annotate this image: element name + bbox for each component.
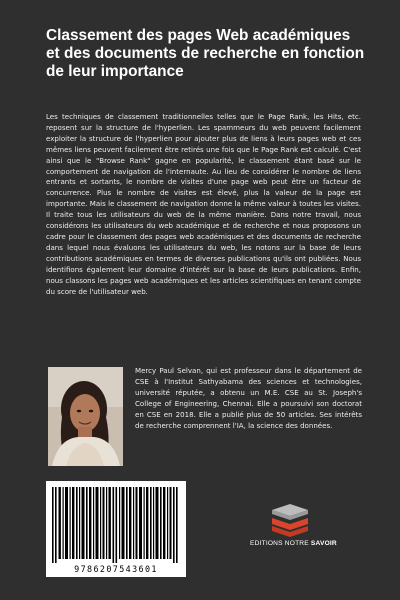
book-title: Classement des pages Web académiques et des documents de recherche en fonction de leur importance [46,27,365,80]
author-portrait-image [48,367,123,466]
isbn-barcode [46,481,186,577]
publisher-logo [250,500,337,560]
author-photo [48,367,123,466]
book-stack-icon [250,500,330,540]
publisher-name: EDITIONS NOTRE SAVOIR [250,540,337,547]
barcode-image [46,481,186,565]
author-bio: Mercy Paul Selvan, qui est professeur dans le département de CSE à l'Institut Sathyabama des sciences et technologies, université réputée, a obtenu un M.E. CSE au St. Joseph's College of Engineering, Chennai. Elle a poursuivi son doctorat en CSE en 2018. Elle a publié plus de 50 articles. Ses intérêts de recherche comprennent l'IA, la science des données. [135,366,362,430]
isbn-number: 9786207543601 [74,564,158,574]
book-abstract: Les techniques de classement traditionnelles telles que le Page Rank, les Hits, etc. reposent sur la structure de l'hyperlien. Les spammeurs du web peuvent facilement exploiter la structure de l'hyperlien pour ajouter plus de liens à leurs pages web et ces mêmes liens peuvent facilement être retirés une fois que le Page Rank est calculé. C'est ainsi que le "Browse Rank" gagne en popularité, le classement étant basé sur le comportement de navigation de l'internaute. Au lieu de considérer le nombre de liens entrants et sortants, le nombre de visites d'une page web peut être un facteur de concurrence. Plus le nombre de visites est élevé, plus la valeur de la page est importante. Mais le classement de navigation donne la même valeur à toutes les visites. Il traite tous les utilisateurs du web de la même manière. Dans notre travail, nous considérons les utilisateurs du web académique et de recherche et nous proposons un cadre pour le classement des pages web académiques et des documents de recherche dans lequel nous évaluons les utilisateurs du web, les notons sur la base de leurs contributions académiques en termes de diverses publications qu'ils ont publiées. Nous identifions également leur domaine d'intérêt sur la base de leurs publications. Enfin, nous classons les pages web académiques et les articles scientifiques en tenant compte du score de l'utilisateur web. [46,112,361,296]
